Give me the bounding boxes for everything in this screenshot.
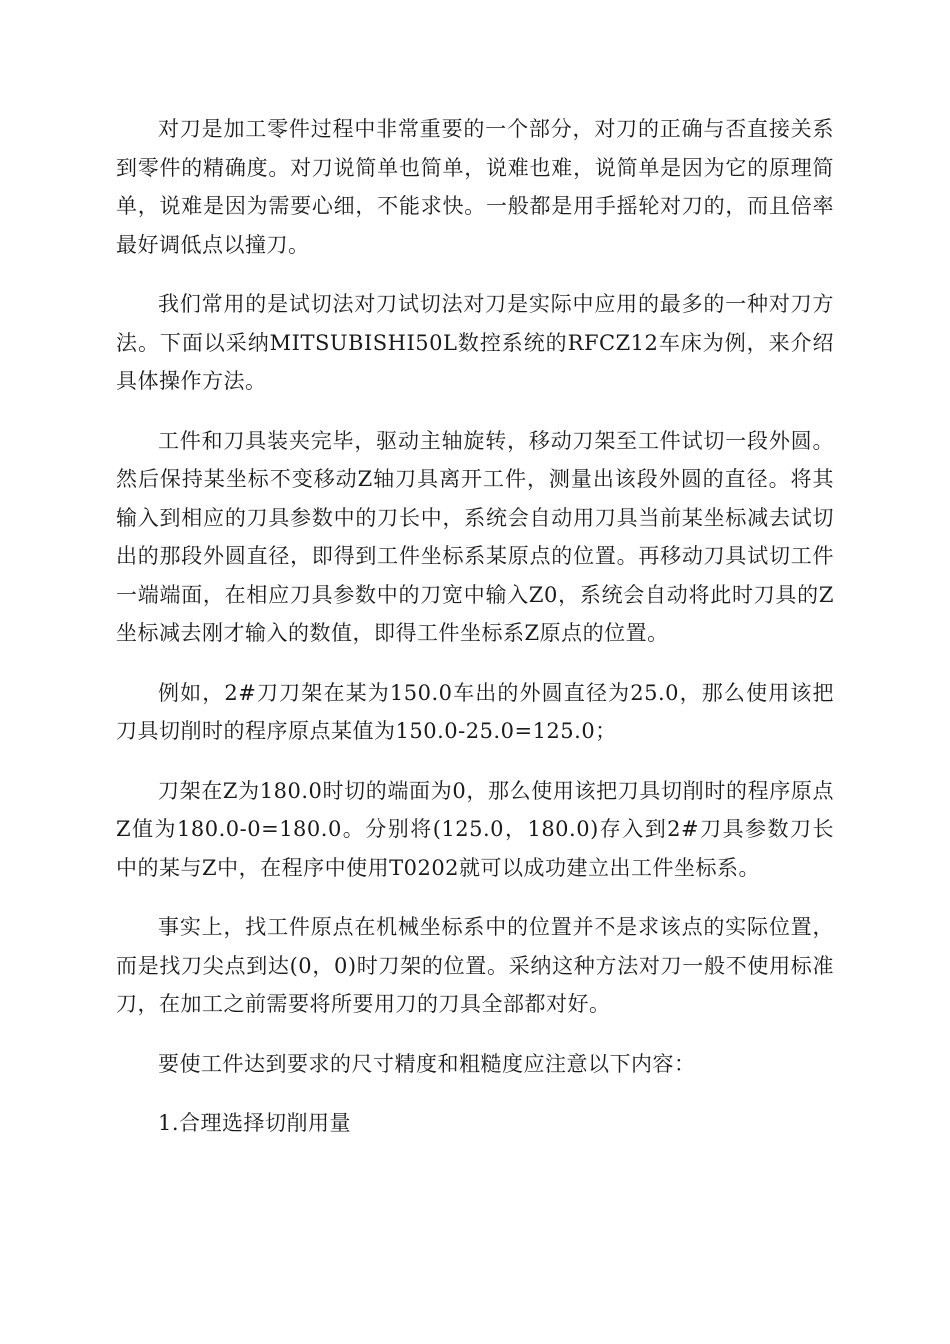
paragraph-procedure: 工件和刀具装夹完毕，驱动主轴旋转，移动刀架至工件试切一段外圆。然后保持某坐标不变移动Z轴刀具离开工件，测量出该段外圆的直径。将其输入到相应的刀具参数中的刀长中，系统会自动用刀具当前某坐标减去试切出的那段外圆直径，即得到工件坐标系某原点的位置。再移动刀具试切工件一端端面，在相应刀具参数中的刀宽中输入Z0，系统会自动将此时刀具的Z坐标减去刚才输入的数值，即得工件坐标系Z原点的位置。	[116, 428, 834, 645]
paragraph-requirements: 要使工件达到要求的尺寸精度和粗糙度应注意以下内容：	[158, 1051, 696, 1076]
paragraph-intro: 对刀是加工零件过程中非常重要的一个部分，对刀的正确与否直接关系到零件的精确度。对刀说简单也简单，说难也难，说简单是因为它的原理简单，说难是因为需要心细，不能求快。一般都是用手摇轮对刀的，而且倍率最好调低点以撞刀。	[116, 117, 834, 257]
paragraph-trial-cut-method: 我们常用的是试切法对刀试切法对刀是实际中应用的最多的一种对刀方法。下面以采纳MITSUBISHI50L数控系统的RFCZ12车床为例，来介绍具体操作方法。	[116, 292, 834, 393]
paragraph-example-z: 刀架在Z为180.0时切的端面为0，那么使用该把刀具切削时的程序原点Z值为180.0-0=180.0。分别将(125.0，180.0)存入到2#刀具参数刀长中的某与Z中，在程序中使用T0202就可以成功建立出工件坐标系。	[116, 778, 834, 880]
paragraph-fact: 事实上，找工件原点在机械坐标系中的位置并不是求该点的实际位置，而是找刀尖点到达(0，0)时刀架的位置。采纳这种方法对刀一般不使用标准刀，在加工之前需要将所要用刀的刀具全部都对好。	[116, 915, 834, 1016]
paragraph-list-item-1: 1.合理选择切削用量	[158, 1111, 352, 1135]
document-body	[116, 110, 834, 1164]
paragraph-example-x: 例如，2#刀刀架在某为150.0车出的外圆直径为25.0，那么使用该把刀具切削时的程序原点某值为150.0-25.0=125.0；	[116, 680, 834, 743]
